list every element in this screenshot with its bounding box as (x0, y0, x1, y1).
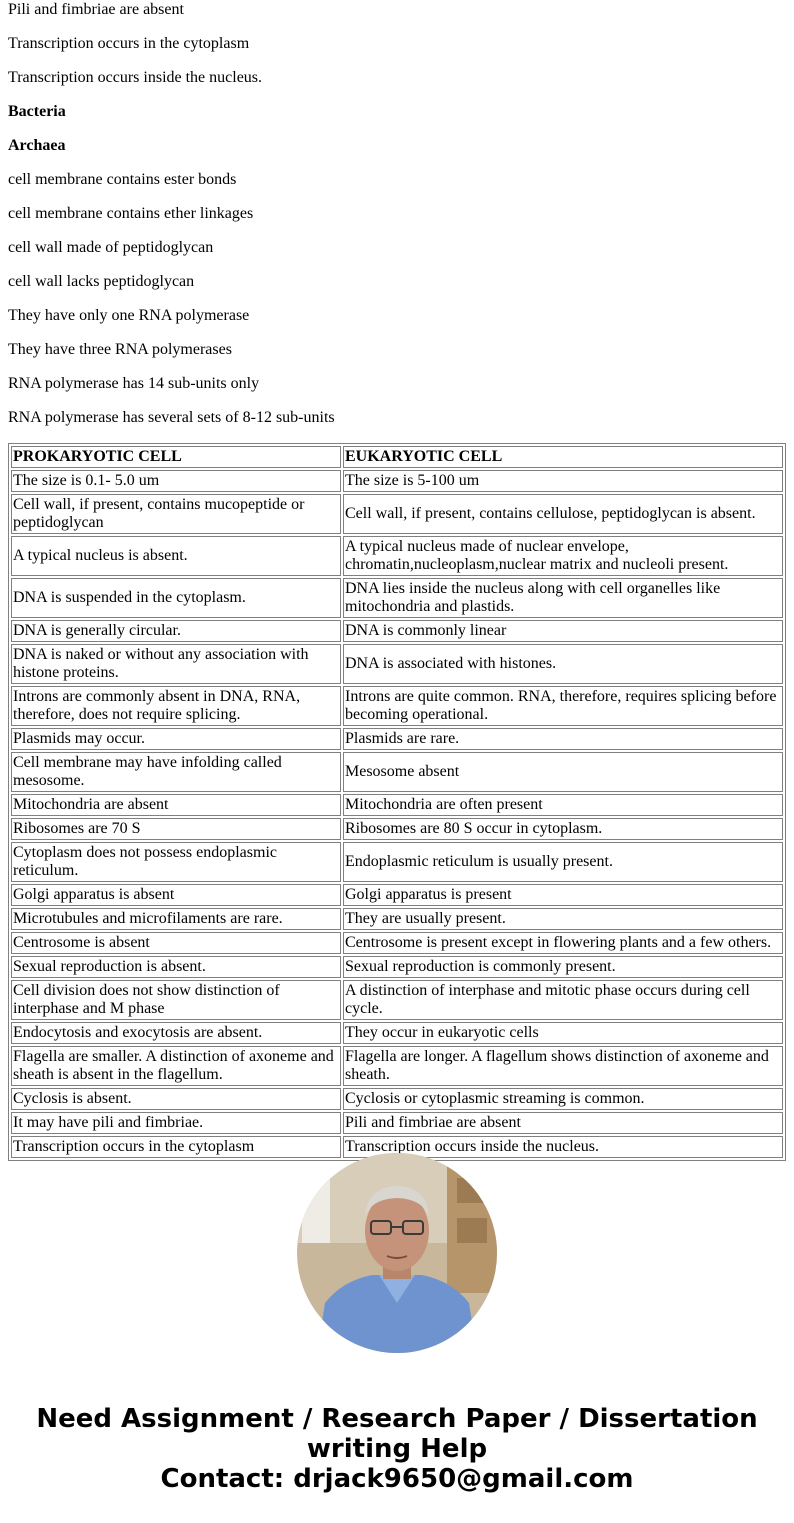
cell-prokaryotic: Golgi apparatus is absent (11, 884, 341, 906)
cell-prokaryotic: Flagella are smaller. A distinction of axoneme and sheath is absent in the flagellum. (11, 1046, 341, 1086)
cell-eukaryotic: Sexual reproduction is commonly present. (343, 956, 783, 978)
promo-banner (0, 1404, 794, 1494)
cell-eukaryotic: Introns are quite common. RNA, therefore, requires splicing before becoming operational. (343, 686, 783, 726)
table-row (11, 956, 783, 978)
table-row (11, 842, 783, 882)
cell-eukaryotic: They occur in eukaryotic cells (343, 1022, 783, 1044)
cell-eukaryotic: Cyclosis or cytoplasmic streaming is common. (343, 1088, 783, 1110)
cell-prokaryotic: Cell membrane may have infolding called mesosome. (11, 752, 341, 792)
table-row (11, 908, 783, 930)
cell-prokaryotic: Cell wall, if present, contains mucopeptide or peptidoglycan (11, 494, 341, 534)
cell-eukaryotic: Endoplasmic reticulum is usually present. (343, 842, 783, 882)
text-paragraph: They have only one RNA polymerase (8, 307, 250, 324)
author-avatar (297, 1153, 497, 1353)
text-paragraph: Bacteria (8, 103, 66, 120)
table-row (11, 932, 783, 954)
text-paragraph: cell membrane contains ether linkages (8, 205, 254, 222)
table-row (11, 470, 783, 492)
cell-prokaryotic: Centrosome is absent (11, 932, 341, 954)
cell-eukaryotic: Centrosome is present except in flowering plants and a few others. (343, 932, 783, 954)
cell-eukaryotic: Flagella are longer. A flagellum shows distinction of axoneme and sheath. (343, 1046, 783, 1086)
table-row (11, 884, 783, 906)
table-row (11, 536, 783, 576)
table-row (11, 620, 783, 642)
text-paragraph: Archaea (8, 137, 66, 154)
cell-eukaryotic: Plasmids are rare. (343, 728, 783, 750)
cell-prokaryotic: Microtubules and microfilaments are rare. (11, 908, 341, 930)
cell-prokaryotic: Cell division does not show distinction of interphase and M phase (11, 980, 341, 1020)
comparison-table-body (11, 446, 783, 1158)
cell-prokaryotic: DNA is suspended in the cytoplasm. (11, 578, 341, 618)
table-row (11, 1112, 783, 1134)
cell-prokaryotic: A typical nucleus is absent. (11, 536, 341, 576)
table-row (11, 686, 783, 726)
cell-eukaryotic: They are usually present. (343, 908, 783, 930)
cell-eukaryotic: Ribosomes are 80 S occur in cytoplasm. (343, 818, 783, 840)
table-row (11, 1088, 783, 1110)
paragraph-list (8, 0, 786, 442)
promo-contact: Contact: drjack9650@gmail.com (160, 1464, 634, 1494)
header-prokaryotic: PROKARYOTIC CELL (11, 446, 341, 468)
table-row (11, 644, 783, 684)
cell-prokaryotic: Cyclosis is absent. (11, 1088, 341, 1110)
cell-eukaryotic: DNA is associated with histones. (343, 644, 783, 684)
text-paragraph: They have three RNA polymerases (8, 341, 232, 358)
cell-eukaryotic: Mitochondria are often present (343, 794, 783, 816)
cell-prokaryotic: Sexual reproduction is absent. (11, 956, 341, 978)
promo-line-1: Need Assignment / Research Paper / Dissertation (36, 1404, 758, 1434)
author-photo-icon (297, 1153, 497, 1353)
text-paragraph: cell membrane contains ester bonds (8, 171, 237, 188)
cell-eukaryotic: Cell wall, if present, contains cellulose, peptidoglycan is absent. (343, 494, 783, 534)
table-row (11, 1046, 783, 1086)
cell-eukaryotic: A distinction of interphase and mitotic phase occurs during cell cycle. (343, 980, 783, 1020)
cell-prokaryotic: Introns are commonly absent in DNA, RNA, therefore, does not require splicing. (11, 686, 341, 726)
table-row (11, 728, 783, 750)
table-header-row (11, 446, 783, 468)
table-row (11, 794, 783, 816)
cell-eukaryotic: The size is 5-100 um (343, 470, 783, 492)
text-paragraph: cell wall lacks peptidoglycan (8, 273, 195, 290)
cell-prokaryotic: Endocytosis and exocytosis are absent. (11, 1022, 341, 1044)
cell-eukaryotic: Mesosome absent (343, 752, 783, 792)
table-row (11, 818, 783, 840)
text-paragraph: Pili and fimbriae are absent (8, 1, 184, 18)
table-row (11, 980, 783, 1020)
table-row (11, 578, 783, 618)
cell-eukaryotic: Golgi apparatus is present (343, 884, 783, 906)
text-paragraph: cell wall made of peptidoglycan (8, 239, 214, 256)
cell-eukaryotic: Transcription occurs inside the nucleus. (343, 1136, 783, 1158)
text-paragraph: RNA polymerase has several sets of 8-12 sub-units (8, 409, 335, 426)
header-eukaryotic: EUKARYOTIC CELL (343, 446, 783, 468)
comparison-table (8, 443, 786, 1161)
cell-prokaryotic: DNA is generally circular. (11, 620, 341, 642)
table-row (11, 752, 783, 792)
cell-prokaryotic: It may have pili and fimbriae. (11, 1112, 341, 1134)
cell-prokaryotic: Cytoplasm does not possess endoplasmic reticulum. (11, 842, 341, 882)
text-paragraph: Transcription occurs in the cytoplasm (8, 35, 250, 52)
table-row (11, 1022, 783, 1044)
cell-prokaryotic: Mitochondria are absent (11, 794, 341, 816)
promo-line-2: writing Help (306, 1434, 488, 1464)
cell-prokaryotic: Plasmids may occur. (11, 728, 341, 750)
cell-prokaryotic: The size is 0.1- 5.0 um (11, 470, 341, 492)
text-paragraph: RNA polymerase has 14 sub-units only (8, 375, 260, 392)
cell-eukaryotic: DNA lies inside the nucleus along with cell organelles like mitochondria and plastids. (343, 578, 783, 618)
cell-eukaryotic: DNA is commonly linear (343, 620, 783, 642)
cell-prokaryotic: DNA is naked or without any association with histone proteins. (11, 644, 341, 684)
cell-prokaryotic: Transcription occurs in the cytoplasm (11, 1136, 341, 1158)
cell-prokaryotic: Ribosomes are 70 S (11, 818, 341, 840)
table-row (11, 494, 783, 534)
cell-eukaryotic: A typical nucleus made of nuclear envelope, chromatin,nucleoplasm,nuclear matrix and nucleoli present. (343, 536, 783, 576)
cell-eukaryotic: Pili and fimbriae are absent (343, 1112, 783, 1134)
text-paragraph: Transcription occurs inside the nucleus. (8, 69, 263, 86)
